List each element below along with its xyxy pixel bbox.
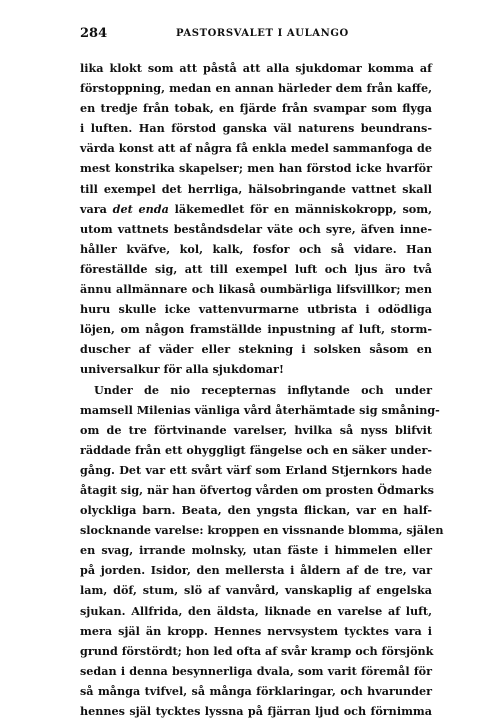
text-line: lam, döf, stum, slö af vanvård, vanskaplig af engelska bbox=[80, 583, 432, 598]
text-line: ännu allmännare och likaså oumbärliga lifsvillkor; men bbox=[80, 282, 432, 297]
text-line: föreställde sig, att till exempel luft och ljus äro två bbox=[80, 261, 432, 276]
text-line: gång. Det var ett svårt värf som Erland Stjernkors hade bbox=[80, 462, 432, 477]
text-line: håller kväfve, kol, kalk, fosfor och så vidare. Han bbox=[80, 241, 432, 256]
text-line: till exempel det herrliga, hälsobringande vattnet skall bbox=[80, 181, 432, 196]
text-line: mera själ än kropp. Hennes nervsystem tycktes vara i bbox=[80, 623, 432, 638]
text-line: förstoppning, medan en annan härleder dem från kaffe, bbox=[80, 81, 432, 96]
italic-phrase: det enda bbox=[112, 201, 169, 216]
text-line bbox=[80, 199, 432, 219]
text-line: duscher af väder eller stekning i solsken såsom en bbox=[80, 342, 432, 357]
text-line: sedan i denna besynnerliga dvala, som varit föremål för bbox=[80, 663, 432, 678]
text-line: mest konstrika skapelser; men han förstod icke hvarför bbox=[80, 161, 432, 176]
text-line: utom vattnets beståndsdelar väte och syre, äfven inne- bbox=[80, 221, 432, 236]
text-line: om de tre förtvinande varelser, hvilka så nyss blifvit bbox=[80, 422, 432, 437]
text-line: grund förstördt; hon led ofta af svår kramp och försjönk bbox=[80, 643, 434, 658]
text-line: lika klokt som att påstå att alla sjukdomar komma af bbox=[80, 61, 432, 75]
text-line: i luften. Han förstod ganska väl naturens beundrans- bbox=[80, 121, 432, 136]
text-line: olyckliga barn. Beata, den yngsta flickan, var en half- bbox=[80, 503, 432, 518]
text-line: värda konst att af några få enkla medel sammanfoga de bbox=[80, 141, 432, 156]
running-title: PASTORSVALET I AULANGO bbox=[176, 28, 349, 39]
text-span: läkemedlet för en människokropp, som, bbox=[174, 201, 432, 216]
page-header bbox=[80, 26, 430, 46]
page-number: 284 bbox=[80, 26, 108, 41]
body-text bbox=[80, 58, 444, 721]
text-line: hennes själ tycktes lyssna på fjärran ljud och förnimma bbox=[80, 704, 432, 718]
text-line: universalkur för alla sjukdomar! bbox=[80, 362, 284, 377]
text-line: en tredje från tobak, en fjärde från svampar som flyga bbox=[80, 101, 432, 116]
text-line: på jorden. Isidor, den mellersta i åldern af de tre, var bbox=[80, 563, 432, 578]
text-line: sjukan. Allfrida, den äldsta, liknade en varelse af luft, bbox=[80, 603, 432, 618]
text-line: så många tvifvel, så många förklaringar, och hvarunder bbox=[80, 683, 432, 698]
text-line: en svag, irrande molnsky, utan fäste i himmelen eller bbox=[80, 543, 432, 558]
text-line: Under de nio recepternas inflytande och under bbox=[94, 382, 432, 397]
text-line: huru skulle icke vattenvurmarne utbrista i odödliga bbox=[80, 302, 432, 317]
text-line: mamsell Milenias vänliga vård återhämtade sig småning- bbox=[80, 402, 440, 417]
text-line: åtagit sig, när han öfvertog vården om prosten Ödmarks bbox=[80, 482, 434, 497]
text-line: slocknande varelse: kroppen en vissnande blomma, själen bbox=[80, 523, 444, 538]
text-span: vara bbox=[80, 201, 107, 216]
text-line: löjen, om någon framställde inpustning af luft, storm- bbox=[80, 322, 432, 337]
text-line: räddade från ett ohyggligt fängelse och en säker under- bbox=[80, 442, 432, 457]
